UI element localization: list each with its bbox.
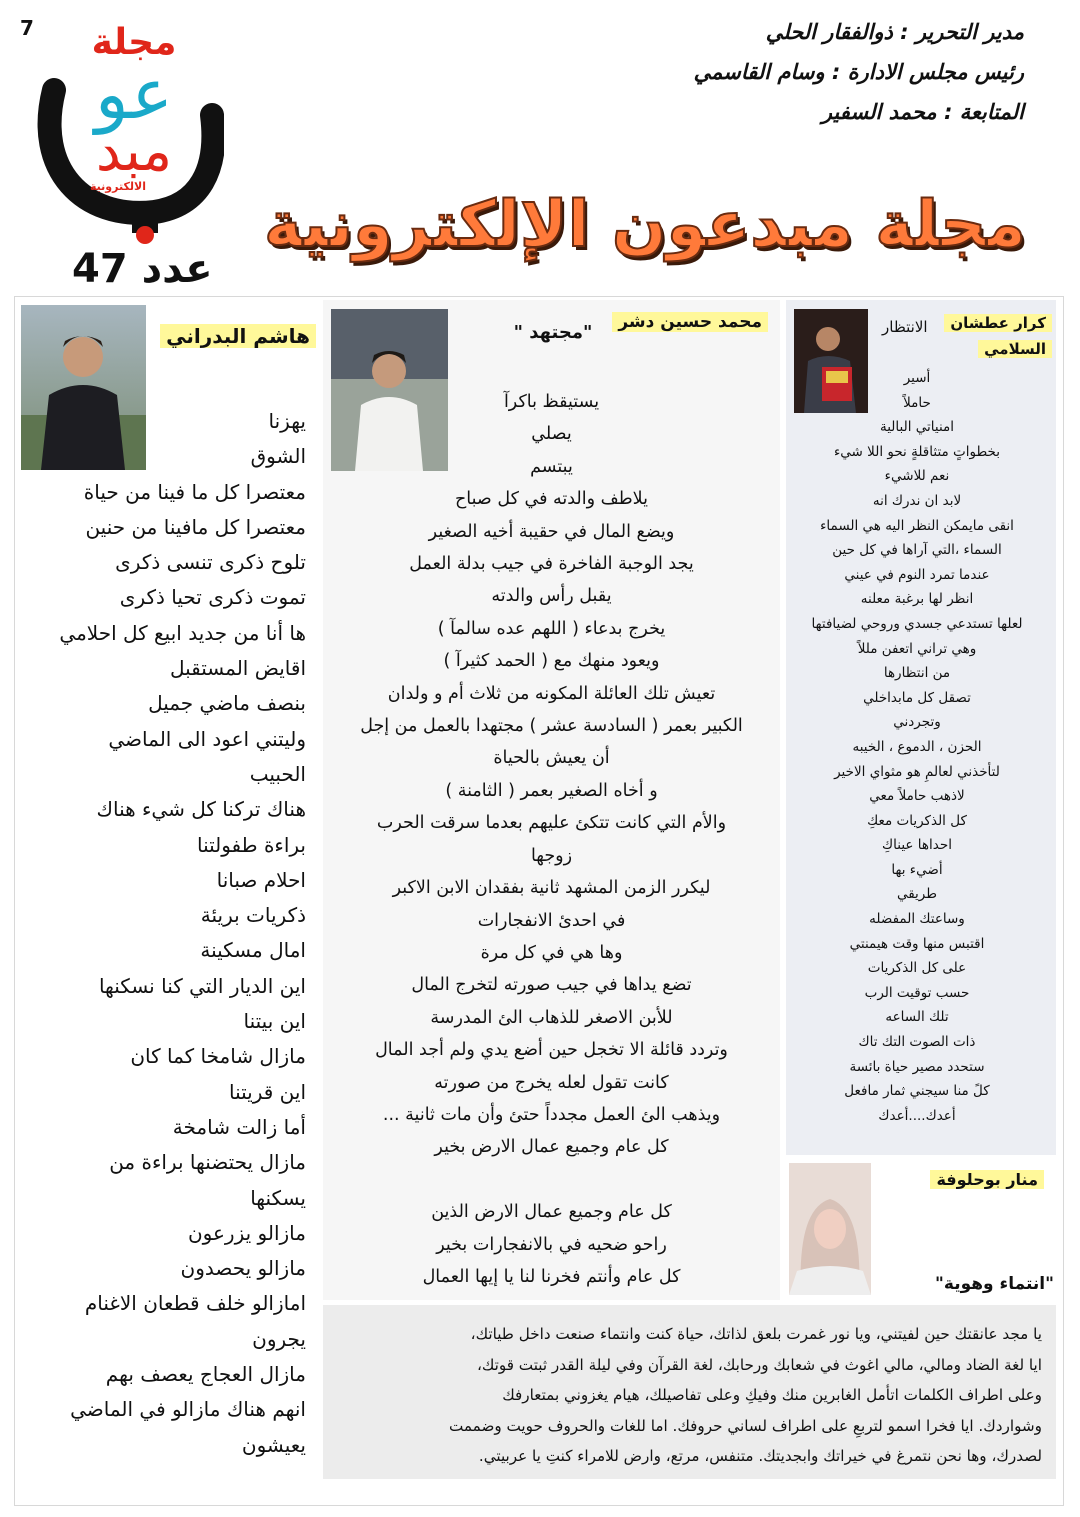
poem-line: تصقل كل مابداخلي [863, 689, 971, 706]
poem-title-intimaa: "انتماء وهوية" [935, 1274, 1054, 1294]
poem-line: مازالو يزرعون [187, 1220, 306, 1245]
poem-line: ذات الصوت التك تاك [858, 1034, 976, 1051]
poem-line: اين بيتنا [243, 1009, 306, 1034]
author-name-manar: منار بوحلوفة [930, 1170, 1044, 1189]
poem-line: راحو ضحيه في بالانفجارات بخير [436, 1234, 667, 1255]
poem-line: طريقي [896, 886, 938, 903]
paragraph-line: وعلى اطراف الكلمات اتأمل الغابرين منك وفيكِ وعلى تفاصيلك، هيام يغزوني بمتعارفك [502, 1386, 1042, 1404]
poem-line: تلك الساعه [885, 1009, 949, 1026]
poem-line: أعدك....أعدك [878, 1107, 956, 1124]
right-column [786, 300, 1056, 1155]
author-name-karrar-2: السلامي [978, 340, 1052, 358]
poem-line: معتصرا كل ما فينا من حياة [83, 479, 306, 504]
poem-line: لتأخذني لعالمِ هو مثواي الاخير [834, 763, 1000, 780]
middle-column [323, 300, 780, 1300]
poem-line: والأم التي كانت تتكئ عليهم بعدما سرقت الحرب [376, 813, 727, 834]
poem-line: يقبل رأس والدته [491, 586, 612, 607]
poem-line: الشوق [250, 444, 306, 469]
poem-line: أما زالت شامخة [172, 1114, 306, 1139]
poem-line: مازال يحتضنها براءة من [109, 1150, 306, 1175]
bottom-paragraph [333, 1319, 1042, 1472]
poem-line: وليتني اعود الى الماضي [108, 726, 306, 751]
poem-line: معتصرا كل مافينا من حنين [85, 514, 306, 539]
poem-line: اقتبس منها وقت هيمنتي [849, 935, 985, 952]
poem-line: بخطواتٍ متثاقلةٍ نحو اللا شيء [833, 443, 1001, 460]
poem-line: على كل الذكريات [867, 960, 967, 977]
poem-line: بنصف ماضي جميل [148, 691, 306, 716]
poem-line: يجد الوجبة الفاخرة في جيب بدلة العمل [409, 554, 694, 575]
author-name-karrar-1: كرار عطشان [944, 314, 1052, 332]
poem-line: وهي تراني اتعفن مللاً [857, 640, 977, 657]
poem-line: يلاطف والدته في كل صباح [455, 489, 648, 510]
logo-sub: الالكترونية [90, 180, 146, 193]
poem-line: احداها عيناكِ [882, 837, 952, 854]
logo-letters-a: عو [95, 53, 173, 135]
paragraph-line: لصدرك، وها نحن نتمرغ في خيراتك وابجديتك. متنفس، مرتع، وارض للامراء كنتِ يا عربيتي. [478, 1447, 1042, 1465]
poem-line: لعلها تستدعي جسدي وروحي لضيافتها [811, 615, 1023, 632]
poem-line: اين الديار التي كنا نسكنها [98, 973, 306, 998]
poem-line: كل عام وجميع عمال الارض بخير [434, 1137, 669, 1158]
poem-right [786, 366, 1048, 1128]
poem-line: اقايض المستقبل [169, 656, 306, 681]
poem-line: الحبيب [249, 761, 306, 786]
poem-line: انظر لها برغبة معلنه [860, 591, 974, 608]
author-photo-manar [789, 1163, 871, 1295]
author-name-hashem: هاشم البدراني [160, 324, 316, 348]
poem-line: وساعتك المفضله [869, 911, 965, 928]
poem-line: مازال العجاج يعصف بهم [105, 1362, 306, 1387]
poem-line: اين قريتنا [228, 1079, 306, 1104]
poem-line: يجرون [252, 1326, 306, 1351]
poem-line: يسكنها [250, 1185, 306, 1210]
poem-line: الكبير بعمر ( السادسة عشر ) مجتهدا بالعمل من إجل [360, 716, 743, 737]
poem-line: ستحدد مصير حياة بائسة [849, 1058, 985, 1075]
poem-line: أضيء بها [891, 861, 943, 878]
poem-title-mujtahid: "مجتهد " [513, 322, 593, 343]
poem-line: من انتظارها [883, 665, 951, 682]
poem-line: أن يعيش بالحياة [493, 748, 610, 769]
poem-line: الحزن ، الدموع ، الخيبه [852, 738, 982, 755]
poem-line: كل عام وأنتم فخرنا لنا يا إيها العمال [422, 1266, 681, 1287]
poem-line: في احدئ الانفجارات [477, 910, 626, 931]
issue-number: عدد 47 [72, 246, 213, 292]
poem-line: ويضع المال في حقيبة أخيه الصغير [428, 521, 675, 542]
poem-line [323, 1164, 780, 1196]
logo-letters-b: مبد [95, 119, 173, 184]
poem-line: انقى مايمكن النظر اليه هي السماء [820, 517, 1014, 534]
poem-line: ذكريات بريئة [200, 903, 306, 928]
poem-line: يخرج بدعاء ( اللهم عده سالمآ ) [437, 618, 666, 639]
poem-line: كانت تقول لعله يخرج من صورته [434, 1072, 669, 1093]
poem-middle [323, 386, 780, 1293]
left-column [18, 302, 318, 1492]
magazine-title: مجلة مبدعون الإلكترونية [264, 188, 1026, 262]
poem-line: تضع يداها في جيب صورته لتخرج المال [411, 975, 692, 996]
poem-line: السماء ،التي آراها في كل حين [832, 542, 1002, 559]
poem-line: يبتسم [530, 456, 573, 477]
poem-line: يصلي [531, 424, 572, 445]
poem-line: وتجردني [893, 714, 941, 731]
poem-line: وها هي في كل مرة [480, 942, 623, 963]
poem-line: براءة طفولتنا [196, 832, 306, 857]
poem-line: تلوح ذكرى تنسى ذكرى [115, 550, 306, 575]
poem-title-intizar: الانتظار [882, 318, 928, 336]
poem-line: احلام صبانا [216, 867, 306, 892]
poem-line: زوجها [530, 845, 573, 866]
staff-board: رئيس مجلس الادارة : وسام القاسمي [693, 60, 1024, 84]
poem-line: تعيش تلك العائلة المكونه من ثلاث أم و ولدان [387, 683, 716, 704]
poem-line: حاملاً [903, 394, 931, 411]
logo-top-word: مجلة [91, 22, 177, 63]
poem-line: ويذهب الئ العمل مجدداً حتئ وأن مات ثانية ... [382, 1104, 721, 1125]
poem-line: وتردد قائلة الا تخجل حين أضع يدي ولم أجد المال [375, 1040, 728, 1061]
staff-follow: المتابعة : محمد السفير [821, 100, 1024, 124]
poem-line: امنياتي البالية [879, 419, 955, 436]
magazine-logo [34, 20, 224, 260]
poem-line: يعيشون [241, 1432, 306, 1457]
page-number: 7 [20, 16, 34, 40]
poem-line: لابد ان ندرك انه [872, 492, 962, 509]
poem-line: و أخاه الصغير بعمر ( الثامنة ) [445, 780, 658, 801]
poem-line: يهزنا [268, 409, 306, 433]
poem-line: أسير [903, 370, 931, 386]
staff-editor: مدير التحرير : ذوالفقار الحلي [765, 20, 1024, 44]
poem-line: مازالو يحصدون [180, 1256, 306, 1281]
poem-line: ليكرر الزمن المشهد ثانية بفقدان الابن الاكبر [392, 878, 711, 899]
poem-line: انهم هناك مازالو في الماضي [70, 1397, 306, 1422]
poem-line: هناك تركنا كل شيء هناك [96, 797, 306, 822]
poem-line: للأبن الاصغر للذهاب الئ المدرسة [430, 1007, 673, 1028]
poem-line: ويعود منهك مع ( الحمد كثيرآ ) [443, 651, 660, 672]
poem-line: كل عام وجميع عمال الارض الذين [431, 1202, 672, 1223]
poem-line: امال مسكينة [200, 938, 306, 963]
poem-line: تموت ذكرى تحيا ذكرى [119, 585, 306, 610]
poem-line: ها أنا من جديد ابيع كل احلامي [59, 620, 306, 645]
bottom-paragraph-box [323, 1305, 1056, 1479]
poem-line: لاذهب حاملاً معي [869, 788, 965, 805]
poem-line: يستيقظ باكرآ [503, 392, 600, 412]
author-name-mohammed: محمد حسين دشر [612, 312, 768, 332]
poem-line: كل الذكريات معكِ [867, 812, 967, 829]
paragraph-line: يا مجد عانقتك حين لفيتني، ويا نور غمرت بلعق لذاتك، حياة كنت وانتماء صنعت داخل طياتك، [470, 1325, 1042, 1343]
poem-line: كلً منا سيجني ثمار مافعل [844, 1083, 990, 1100]
paragraph-line: ايا لغة الضاد ومالي، مالي اغوث في شعابك ورحابك، لغة القرآن وفي ليلة القدر ثبتت قوتك، [476, 1355, 1042, 1374]
poem-line: نعم للاشيء [884, 468, 950, 485]
poem-line: امازالو خلف قطعان الاغنام [84, 1291, 306, 1316]
poem-left [18, 404, 306, 1463]
person-image [789, 1163, 871, 1295]
poem-line: عندما تمرد النوم في عيني [844, 566, 990, 583]
poem-line: مازال شامخا كما كان [130, 1044, 306, 1069]
paragraph-line: وشواردك. ايا فخرا اسمو لتربعِ على اطراف لساني حروفك. اما للغات والحروف حويت وضممت [448, 1416, 1042, 1435]
poem-line: حسب توقيت الرب [864, 984, 970, 1001]
